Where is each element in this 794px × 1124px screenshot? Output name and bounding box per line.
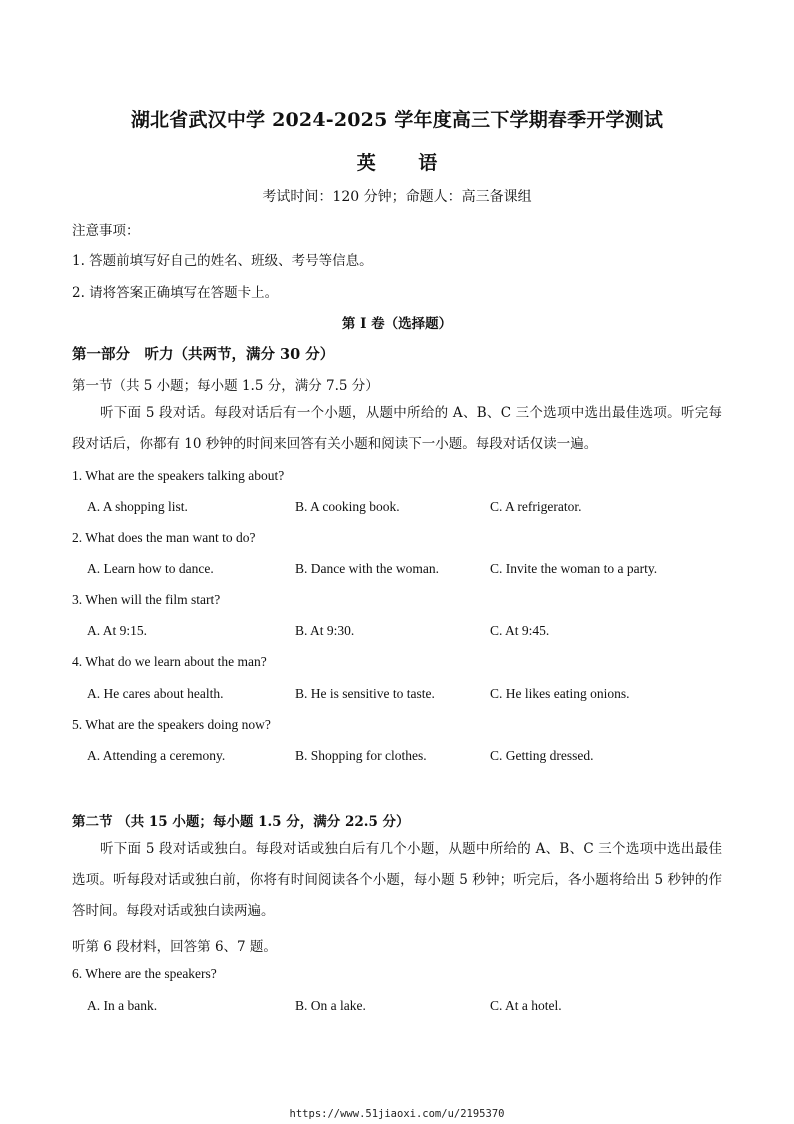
exam-title: 湖北省武汉中学 2024-2025 学年度高三下学期春季开学测试 [130, 109, 664, 131]
option-b: B. Dance with the woman. [295, 561, 439, 576]
option-a: A. He cares about health. [87, 686, 224, 701]
exam-info: 考试时间：120 分钟；命题人：高三备课组 [262, 189, 532, 205]
option-b: B. A cooking book. [295, 499, 400, 514]
option-c: C. At 9:45. [490, 623, 550, 638]
note-item-2: 2. 请将答案正确填写在答题卡上。 [72, 285, 279, 301]
option-c: C. He likes eating onions. [490, 686, 630, 701]
option-c: C. A refrigerator. [490, 499, 582, 514]
question-stem: 3. When will the film start? [72, 592, 221, 607]
section2-heading: 第二节 （共 15 小题；每小题 1.5 分，满分 22.5 分） [72, 814, 410, 830]
option-a: A. In a bank. [87, 998, 158, 1013]
option-a: A. At 9:15. [87, 623, 148, 638]
part1-heading: 第一部分 听力（共两节，满分 30 分） [72, 346, 335, 363]
note-item-1: 1. 答题前填写好自己的姓名、班级、考号等信息。 [72, 253, 373, 269]
option-c: C. Invite the woman to a party. [490, 561, 658, 576]
material-note: 听第 6 段材料，回答第 6、7 题。 [72, 939, 277, 955]
subject-title: 英 语 [356, 152, 456, 174]
notes-heading: 注意事项： [72, 223, 140, 239]
section1-heading: 第一节（共 5 小题；每小题 1.5 分，满分 7.5 分） [72, 378, 379, 394]
option-a: A. Attending a ceremony. [87, 748, 226, 763]
question-stem: 4. What do we learn about the man? [72, 654, 267, 669]
option-c: C. Getting dressed. [490, 748, 594, 763]
option-a: A. A shopping list. [87, 499, 188, 514]
option-b: B. At 9:30. [295, 623, 355, 638]
watermark-url: https://www.51jiaoxi.com/u/2195370 [289, 1108, 505, 1120]
option-b: B. He is sensitive to taste. [295, 686, 435, 701]
option-a: A. Learn how to dance. [87, 561, 214, 576]
option-c: C. At a hotel. [490, 998, 562, 1013]
option-b: B. Shopping for clothes. [295, 748, 427, 763]
question-stem: 5. What are the speakers doing now? [72, 717, 271, 732]
section2-instructions: 听下面 5 段对话或独白。每段对话或独白后有几个小题，从题中所给的 A、B、C 三个选项中选出最佳选项。听每段对话或独白前，你将有时间阅读各个小题，每小题 5 秒钟；听完后，各小题将给出 5 秒钟的作答时间。每段对话或独白读两遍。 [72, 841, 722, 919]
question-stem: 6. Where are the speakers? [72, 966, 217, 981]
section1-instructions: 听下面 5 段对话。每段对话后有一个小题，从题中所给的 A、B、C 三个选项中选出最佳选项。听完每段对话后，你都有 10 秒钟的时间来回答有关小题和阅读下一小题。每段对话仅读一遍。 [72, 405, 722, 452]
question-stem: 2. What does the man want to do? [72, 530, 256, 545]
volume-title: 第 I 卷（选择题） [341, 316, 453, 332]
option-b: B. On a lake. [295, 998, 366, 1013]
question-stem: 1. What are the speakers talking about? [72, 468, 285, 483]
